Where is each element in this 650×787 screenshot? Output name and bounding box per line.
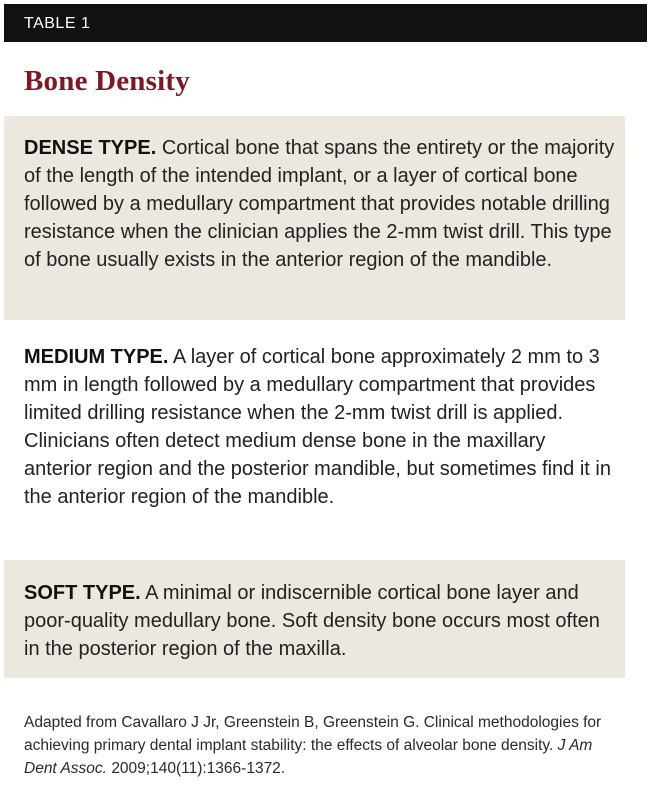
- medium-type-section: [4, 340, 625, 540]
- footnote-prefix: Adapted from Cavallaro J Jr, Greenstein B, Greenstein G. Clinical methodologies for achieving primary dental implant stability: the effects of alveolar bone density.: [24, 714, 602, 754]
- soft-type-label: SOFT TYPE.: [24, 582, 141, 604]
- soft-type-section: [4, 560, 625, 678]
- soft-type-text: A minimal or indiscernible cortical bone layer and poor-quality medullary bone. Soft density bone occurs most often in the posterior region of the maxilla.: [24, 582, 600, 660]
- dense-type-label: DENSE TYPE.: [24, 137, 157, 159]
- footnote-journal: J Am Dent Assoc.: [24, 737, 593, 777]
- medium-type-label: MEDIUM TYPE.: [24, 346, 169, 368]
- dense-type-section: [4, 116, 625, 320]
- source-footnote: [24, 711, 624, 780]
- footnote-citation: 2009;140(11):1366-1372.: [111, 760, 286, 777]
- dense-type-text: Cortical bone that spans the entirety or the majority of the length of the intended implant, or a layer of cortical bone followed by a medullary compartment that provides notable drilling resistance when the clinician applies the 2-mm twist drill. This type of bone usually exists in the anterior region of the mandible.: [24, 137, 615, 271]
- medium-type-text: A layer of cortical bone approximately 2 mm to 3 mm in length followed by a medullary compartment that provides limited drilling resistance when the 2-mm twist drill is applied. Clinicians often detect medium dense bone in the maxillary anterior region and the posterior mandible, but sometimes find it in the anterior region of the mandible.: [24, 346, 611, 508]
- table-number-label: TABLE 1: [24, 14, 91, 32]
- table-header-bar: [4, 4, 647, 42]
- table-title: Bone Density: [24, 65, 190, 97]
